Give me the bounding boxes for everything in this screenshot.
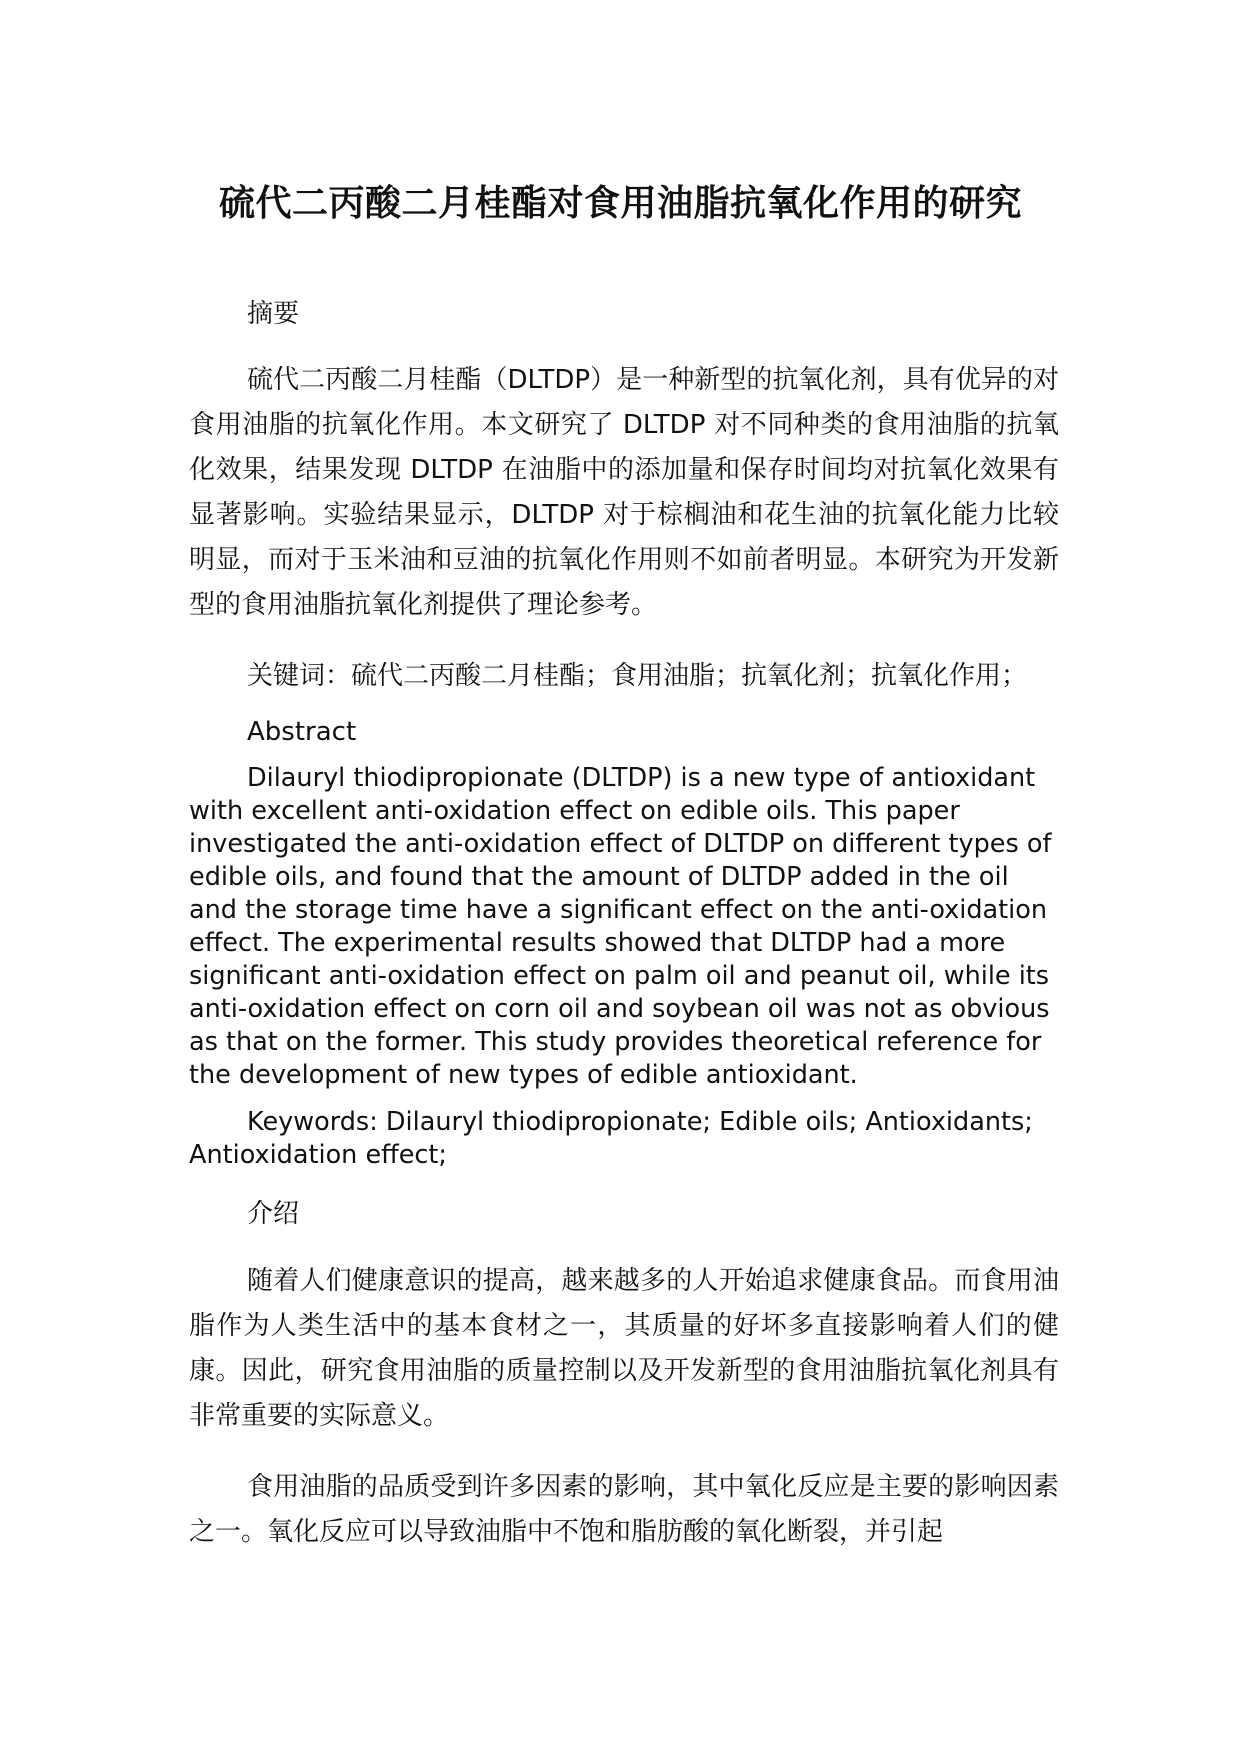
introduction-heading: 介绍 [247, 1199, 300, 1229]
abstract-en-body: Dilauryl thiodipropionate (DLTDP) is a new type of antioxidant with excellent anti-oxidation effect on edible oils. This paper investigated the anti-oxidation effect of DLTDP on different types of edible oils, and found that the amount of DLTDP added in the oil and the storage time have a significant effect on the anti-oxidation effect. The experimental results showed that DLTDP had a more significant anti-oxidation effect on palm oil and peanut oil, while its anti-oxidation effect on corn oil and soybean oil was not as obvious as that on the former. This study provides theoretical reference for the development of new types of edible antioxidant. [189, 763, 1052, 1090]
introduction-paragraph-1: 随着人们健康意识的提高，越来越多的人开始追求健康食品。而食用油脂作为人类生活中的基本食材之一，其质量的好坏多直接影响着人们的健康。因此，研究食用油脂的质量控制以及开发新型的食用油脂抗氧化剂具有非常重要的实际意义。 [189, 1266, 1059, 1431]
abstract-cn-body: 硫代二丙酸二月桂酯（DLTDP）是一种新型的抗氧化剂，具有优异的对食用油脂的抗氧化作用。本文研究了 DLTDP 对不同种类的食用油脂的抗氧化效果，结果发现 DLTDP 在油脂中的添加量和保存时间均对抗氧化效果有显著影响。实验结果显示，DLTDP 对于棕榈油和花生油的抗氧化能力比较明显，而对于玉米油和豆油的抗氧化作用则不如前者明显。本研究为开发新型的食用油脂抗氧化剂提供了理论参考。 [189, 365, 1059, 620]
abstract-cn-heading: 摘要 [247, 299, 300, 329]
keywords-en: Keywords: Dilauryl thiodipropionate; Edible oils; Antioxidants; Antioxidation effect; [189, 1107, 1033, 1170]
paper-title: 硫代二丙酸二月桂酯对食用油脂抗氧化作用的研究 [218, 183, 1022, 224]
introduction-paragraph-2: 食用油脂的品质受到许多因素的影响，其中氧化反应是主要的影响因素之一。氧化反应可以导致油脂中不饱和脂肪酸的氧化断裂，并引起 [189, 1472, 1059, 1547]
keywords-cn: 关键词：硫代二丙酸二月桂酯；食用油脂；抗氧化剂；抗氧化作用； [247, 661, 1028, 691]
abstract-en-heading: Abstract [247, 717, 357, 747]
